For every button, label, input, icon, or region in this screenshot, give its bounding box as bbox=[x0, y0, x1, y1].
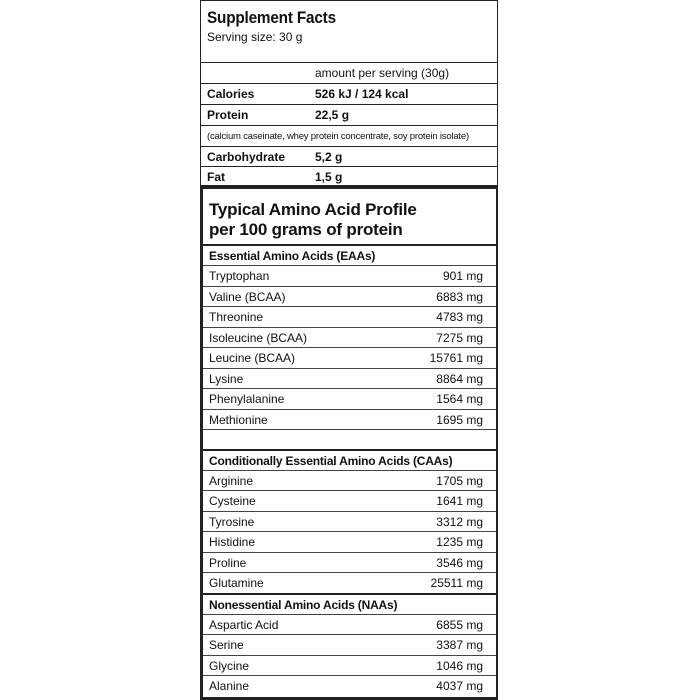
table-row bbox=[203, 675, 496, 697]
amino-title-line1: Typical Amino Acid Profile bbox=[209, 200, 417, 219]
amino-name: Methionine bbox=[209, 413, 268, 427]
facts-title: Supplement Facts bbox=[207, 8, 336, 27]
amino-name: Alanine bbox=[209, 679, 250, 693]
section-heading-caa-text: Conditionally Essential Amino Acids (CAAs) bbox=[209, 454, 453, 468]
table-row bbox=[203, 490, 496, 511]
carbohydrate-label: Carbohydrate bbox=[207, 150, 286, 164]
section-heading-caa bbox=[203, 449, 496, 470]
amino-name: Aspartic Acid bbox=[209, 618, 279, 632]
supplement-facts-panel bbox=[200, 0, 498, 186]
amino-name: Tyrosine bbox=[209, 515, 255, 529]
amino-name: Phenylalanine bbox=[209, 392, 285, 406]
calories-value: 526 kJ / 124 kcal bbox=[315, 87, 409, 101]
table-row bbox=[203, 470, 496, 490]
table-row bbox=[203, 388, 496, 409]
amino-value: 1705 mg bbox=[436, 474, 483, 488]
table-row bbox=[203, 634, 496, 655]
amino-value: 1046 mg bbox=[436, 659, 483, 673]
section-heading-naa bbox=[203, 593, 496, 614]
protein-note: (calcium caseinate, whey protein concentrate, soy protein isolate) bbox=[207, 131, 469, 142]
serving-size: Serving size: 30 g bbox=[207, 30, 303, 44]
amino-name: Isoleucine (BCAA) bbox=[209, 331, 308, 345]
table-row bbox=[203, 531, 496, 552]
amino-value: 901 mg bbox=[442, 269, 483, 283]
amino-name: Histidine bbox=[209, 535, 256, 549]
carbohydrate-value: 5,2 g bbox=[315, 150, 343, 164]
fat-label: Fat bbox=[207, 170, 225, 184]
table-row bbox=[203, 572, 496, 593]
section-heading-eaa bbox=[203, 244, 496, 265]
amino-name: Glutamine bbox=[209, 576, 264, 590]
amino-name: Arginine bbox=[209, 474, 254, 488]
amino-name: Leucine (BCAA) bbox=[209, 351, 296, 365]
table-row bbox=[203, 368, 496, 388]
amino-name: Threonine bbox=[209, 310, 264, 324]
amino-title bbox=[209, 200, 417, 240]
amino-value: 1235 mg bbox=[436, 535, 483, 549]
carbohydrate-row bbox=[201, 146, 497, 167]
calories-label: Calories bbox=[207, 87, 255, 101]
amino-value: 7275 mg bbox=[436, 331, 483, 345]
section-heading-naa-text: Nonessential Amino Acids (NAAs) bbox=[209, 598, 398, 612]
amino-value: 1564 mg bbox=[436, 392, 483, 406]
amino-acid-panel bbox=[200, 186, 498, 700]
amino-value: 6855 mg bbox=[436, 618, 483, 632]
amino-name: Proline bbox=[209, 556, 247, 570]
table-row bbox=[203, 347, 496, 368]
table-row bbox=[203, 265, 496, 286]
calories-row bbox=[201, 83, 497, 104]
amino-value: 3312 mg bbox=[436, 515, 483, 529]
amino-name: Serine bbox=[209, 638, 244, 652]
table-row bbox=[203, 286, 496, 306]
table-row bbox=[203, 409, 496, 429]
section-heading-eaa-text: Essential Amino Acids (EAAs) bbox=[209, 249, 376, 263]
protein-row bbox=[201, 104, 497, 125]
amount-header: amount per serving (30g) bbox=[315, 66, 450, 80]
table-row bbox=[203, 655, 496, 675]
amount-header-row bbox=[201, 62, 497, 83]
amino-value: 1695 mg bbox=[436, 413, 483, 427]
amino-name: Tryptophan bbox=[209, 269, 270, 283]
blank-row bbox=[203, 429, 496, 449]
protein-value: 22,5 g bbox=[315, 108, 350, 122]
protein-note-row bbox=[201, 125, 497, 146]
amino-value: 4783 mg bbox=[436, 310, 483, 324]
fat-row bbox=[201, 166, 497, 186]
amino-value: 6883 mg bbox=[436, 290, 483, 304]
table-row bbox=[203, 306, 496, 327]
amino-value: 3546 mg bbox=[436, 556, 483, 570]
amino-title-line2: per 100 grams of protein bbox=[209, 220, 403, 239]
amino-value: 3387 mg bbox=[436, 638, 483, 652]
amino-value: 4037 mg bbox=[436, 679, 483, 693]
amino-value: 15761 mg bbox=[429, 351, 483, 365]
table-row bbox=[203, 327, 496, 347]
fat-value: 1,5 g bbox=[315, 170, 343, 184]
amino-name: Lysine bbox=[209, 372, 244, 386]
amino-name: Valine (BCAA) bbox=[209, 290, 286, 304]
amino-name: Cysteine bbox=[209, 494, 256, 508]
amino-value: 1641 mg bbox=[436, 494, 483, 508]
protein-label: Protein bbox=[207, 108, 249, 122]
amino-value: 25511 mg bbox=[430, 576, 483, 590]
amino-value: 8864 mg bbox=[436, 372, 483, 386]
table-row bbox=[203, 614, 496, 634]
amino-name: Glycine bbox=[209, 659, 250, 673]
table-row bbox=[203, 511, 496, 531]
table-row bbox=[203, 552, 496, 572]
